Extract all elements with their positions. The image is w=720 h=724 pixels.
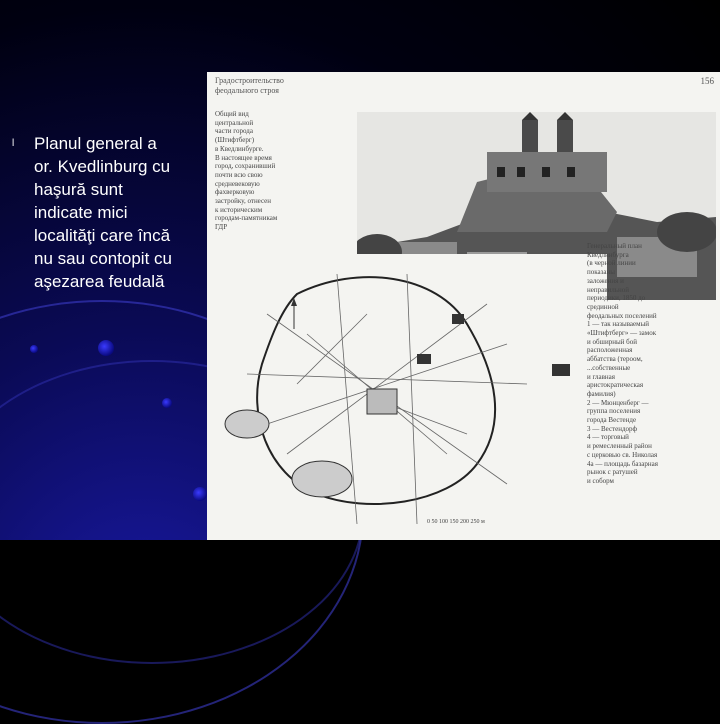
header-line: феодального строя <box>215 86 279 95</box>
caption-line: ...собственные <box>587 363 631 372</box>
bullet-glyph: l <box>12 138 15 149</box>
map-scale: 0 50 100 150 200 250 м <box>427 519 485 525</box>
caption-line: застройку, отнесен <box>215 197 272 206</box>
caption-line: (в черной линии <box>587 259 636 268</box>
caption-line: и обширный бой <box>587 337 637 346</box>
decorative-orb <box>30 345 38 353</box>
bullet-text <box>34 132 172 293</box>
photo-caption <box>215 110 307 232</box>
caption-line: с церковью св. Николая <box>587 450 658 459</box>
caption-line: 2 — Мюнценберг — <box>587 398 649 407</box>
caption-line: Генеральный план <box>587 242 642 250</box>
caption-line: к историческим <box>215 205 263 214</box>
caption-line: фахверковую <box>215 188 255 197</box>
bullet-line: aşezarea feudală <box>34 272 165 291</box>
bullet-point <box>12 132 202 293</box>
caption-line: (Штифтберг) <box>215 136 255 145</box>
bullet-line: or. Kvedlinburg cu <box>34 157 171 176</box>
caption-line: города Вестенде <box>587 416 637 425</box>
caption-line: почти всю свою <box>215 170 263 179</box>
caption-line: 4а — площадь базарная <box>587 459 658 468</box>
caption-line: в Кведлинбурге. <box>215 144 264 153</box>
bullet-line: Planul general a <box>34 134 157 153</box>
caption-line: периодики, 1850 до <box>587 294 646 303</box>
header-line: Градостроительство <box>215 76 284 85</box>
bullet-line: indicate mici <box>34 203 128 222</box>
caption-line: рынок с ратушей <box>587 468 638 477</box>
caption-line: аббатства (тероом, <box>587 355 643 364</box>
bullet-line: localităţi care încă <box>34 226 171 245</box>
page-number: 156 <box>700 76 714 86</box>
caption-line: срединной <box>587 302 619 311</box>
decorative-orb <box>162 398 172 408</box>
decorative-orb <box>193 487 207 501</box>
caption-line: и соборм <box>587 476 614 485</box>
bullet-line: haşură sunt <box>34 180 123 199</box>
caption-line: Кведлинбурга <box>587 250 629 259</box>
caption-line: заложения и <box>587 276 624 285</box>
map-caption <box>587 242 717 486</box>
caption-line: 3 — Вестендорф <box>587 424 638 433</box>
caption-line: городам-памятникам <box>215 214 278 223</box>
decorative-orb <box>98 340 114 356</box>
city-plan-map <box>207 254 607 540</box>
caption-line: и главная <box>587 372 615 381</box>
caption-line: В настоящее время <box>215 153 272 162</box>
caption-line: «Штифтберг» — замок <box>587 329 657 338</box>
caption-line: 1 — так называемый <box>587 320 650 329</box>
caption-line: части города <box>215 127 253 136</box>
caption-line: фамилия) <box>587 389 616 398</box>
caption-line: расположенная <box>587 346 633 355</box>
caption-line: показаны <box>587 268 615 277</box>
caption-line: центральной <box>215 118 254 127</box>
caption-line: группа поселения <box>587 407 641 416</box>
caption-line: феодальных поселений <box>587 311 657 320</box>
caption-line: и ремесленный район <box>587 442 652 451</box>
caption-line: Общий вид <box>215 110 249 118</box>
caption-line: аристократическая <box>587 381 644 390</box>
scanned-book-page <box>207 72 720 540</box>
caption-line: ГДР <box>215 223 228 232</box>
caption-line: средневековую <box>215 179 260 188</box>
bullet-line: nu sau contopit cu <box>34 249 172 268</box>
caption-line: город, сохранивший <box>215 162 276 171</box>
caption-line: неправильной <box>587 285 629 294</box>
page-header <box>215 76 284 96</box>
caption-line: 4 — торговый <box>587 433 629 442</box>
